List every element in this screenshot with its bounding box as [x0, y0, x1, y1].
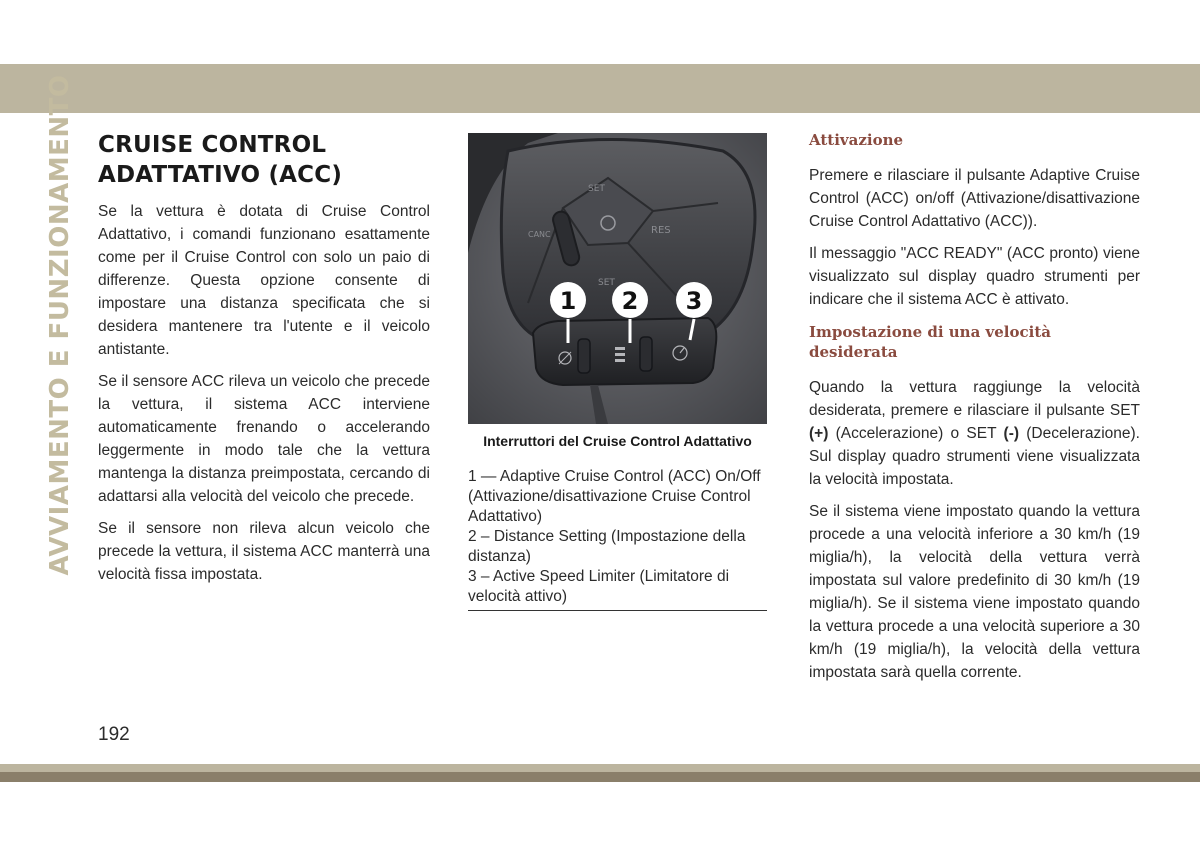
distance-setting-icon	[615, 347, 625, 362]
text-run: (Accelerazione) o SET	[828, 425, 1004, 442]
set-minus-button-label: SET	[598, 278, 615, 288]
paragraph: Il messaggio "ACC READY" (ACC pronto) viene visualizzato sul display quadro strumenti per indicare che il sistema ACC è attivato.	[809, 245, 1140, 308]
figure-caption: Interruttori del Cruise Control Adattativo	[483, 433, 752, 449]
right-column	[809, 130, 1140, 693]
paragraph: Se la vettura è dotata di Cruise Control Adattativo, i comandi funzionano esattamente come per il Cruise Control con solo un paio di differenze. Questa opzione consente di impostare una distanza specificata che si desidera mantenere tra l'utente e il veicolo antistante.	[98, 203, 430, 358]
figure-column	[468, 133, 767, 611]
text-run: (Decelerazione). Sul display quadro strumenti viene visualizzata la velocità impostata.	[809, 425, 1140, 488]
res-button-label: RES	[651, 225, 671, 236]
left-column	[98, 130, 430, 595]
paragraph	[809, 376, 1140, 491]
set-plus-label: (+)	[809, 425, 829, 442]
header-band	[0, 64, 1200, 113]
set-plus-button-label: SET	[588, 184, 605, 194]
text-run: Quando la vettura raggiunge la velocità desiderata, premere e rilasciare il pulsante SET	[809, 379, 1140, 419]
svg-text:1: 1	[559, 287, 577, 315]
footer-band-light	[0, 764, 1200, 772]
paragraph: Se il sistema viene impostato quando la vettura procede a una velocità inferiore a 30 km/h (19 miglia/h), la velocità della vettura verrà impostata sul valore predefinito di 30 km/h (19 miglia/h). Se il sistema viene impostato quando la vettura procede a una velocità superiore a 30 km/h (19 miglia/h), la velocità della vettura impostata sarà quella corrente.	[809, 503, 1140, 681]
page-title	[98, 130, 430, 190]
legend-item-3: 3 – Active Speed Limiter (Limitatore di velocità attivo)	[468, 568, 730, 605]
footer-band-dark	[0, 772, 1200, 782]
title-line-1: CRUISE CONTROL	[98, 132, 327, 158]
page-number: 192	[98, 724, 130, 745]
svg-text:3: 3	[685, 287, 703, 315]
paragraph: Se il sensore ACC rileva un veicolo che precede la vettura, il sistema ACC interviene automaticamente frenando o accelerando leggermente in modo tale che la vettura mantenga la distanza preimpostata, cercando di adattarsi alla velocità del veicolo che precede.	[98, 373, 430, 505]
legend-item-1: 1 — Adaptive Cruise Control (ACC) On/Off (Attivazione/disattivazione Cruise Control Adattativo)	[468, 468, 761, 525]
heading-attivazione: Attivazione	[809, 131, 904, 149]
paragraph: Premere e rilasciare il pulsante Adaptive Cruise Control (ACC) on/off (Attivazione/disattivazione Cruise Control Adattativo (ACC)).	[809, 167, 1140, 230]
svg-text:2: 2	[621, 287, 639, 315]
heading-impostazione-velocita: Impostazione di una velocità desiderata	[809, 323, 1051, 361]
canc-button-label: CANC	[528, 230, 551, 239]
section-title-vertical: AVVIAMENTO E FUNZIONAMENTO	[45, 74, 75, 576]
paragraph: Se il sensore non rileva alcun veicolo che precede la vettura, il sistema ACC manterrà una velocità fissa impostata.	[98, 520, 430, 583]
steering-wheel-switches-photo	[468, 133, 767, 424]
legend-divider	[468, 610, 767, 611]
section-side-tab	[42, 74, 78, 576]
title-line-2: ADATTATIVO (ACC)	[98, 162, 343, 188]
legend-item-2: 2 – Distance Setting (Impostazione della distanza)	[468, 528, 746, 565]
set-minus-label: (-)	[1003, 425, 1020, 442]
